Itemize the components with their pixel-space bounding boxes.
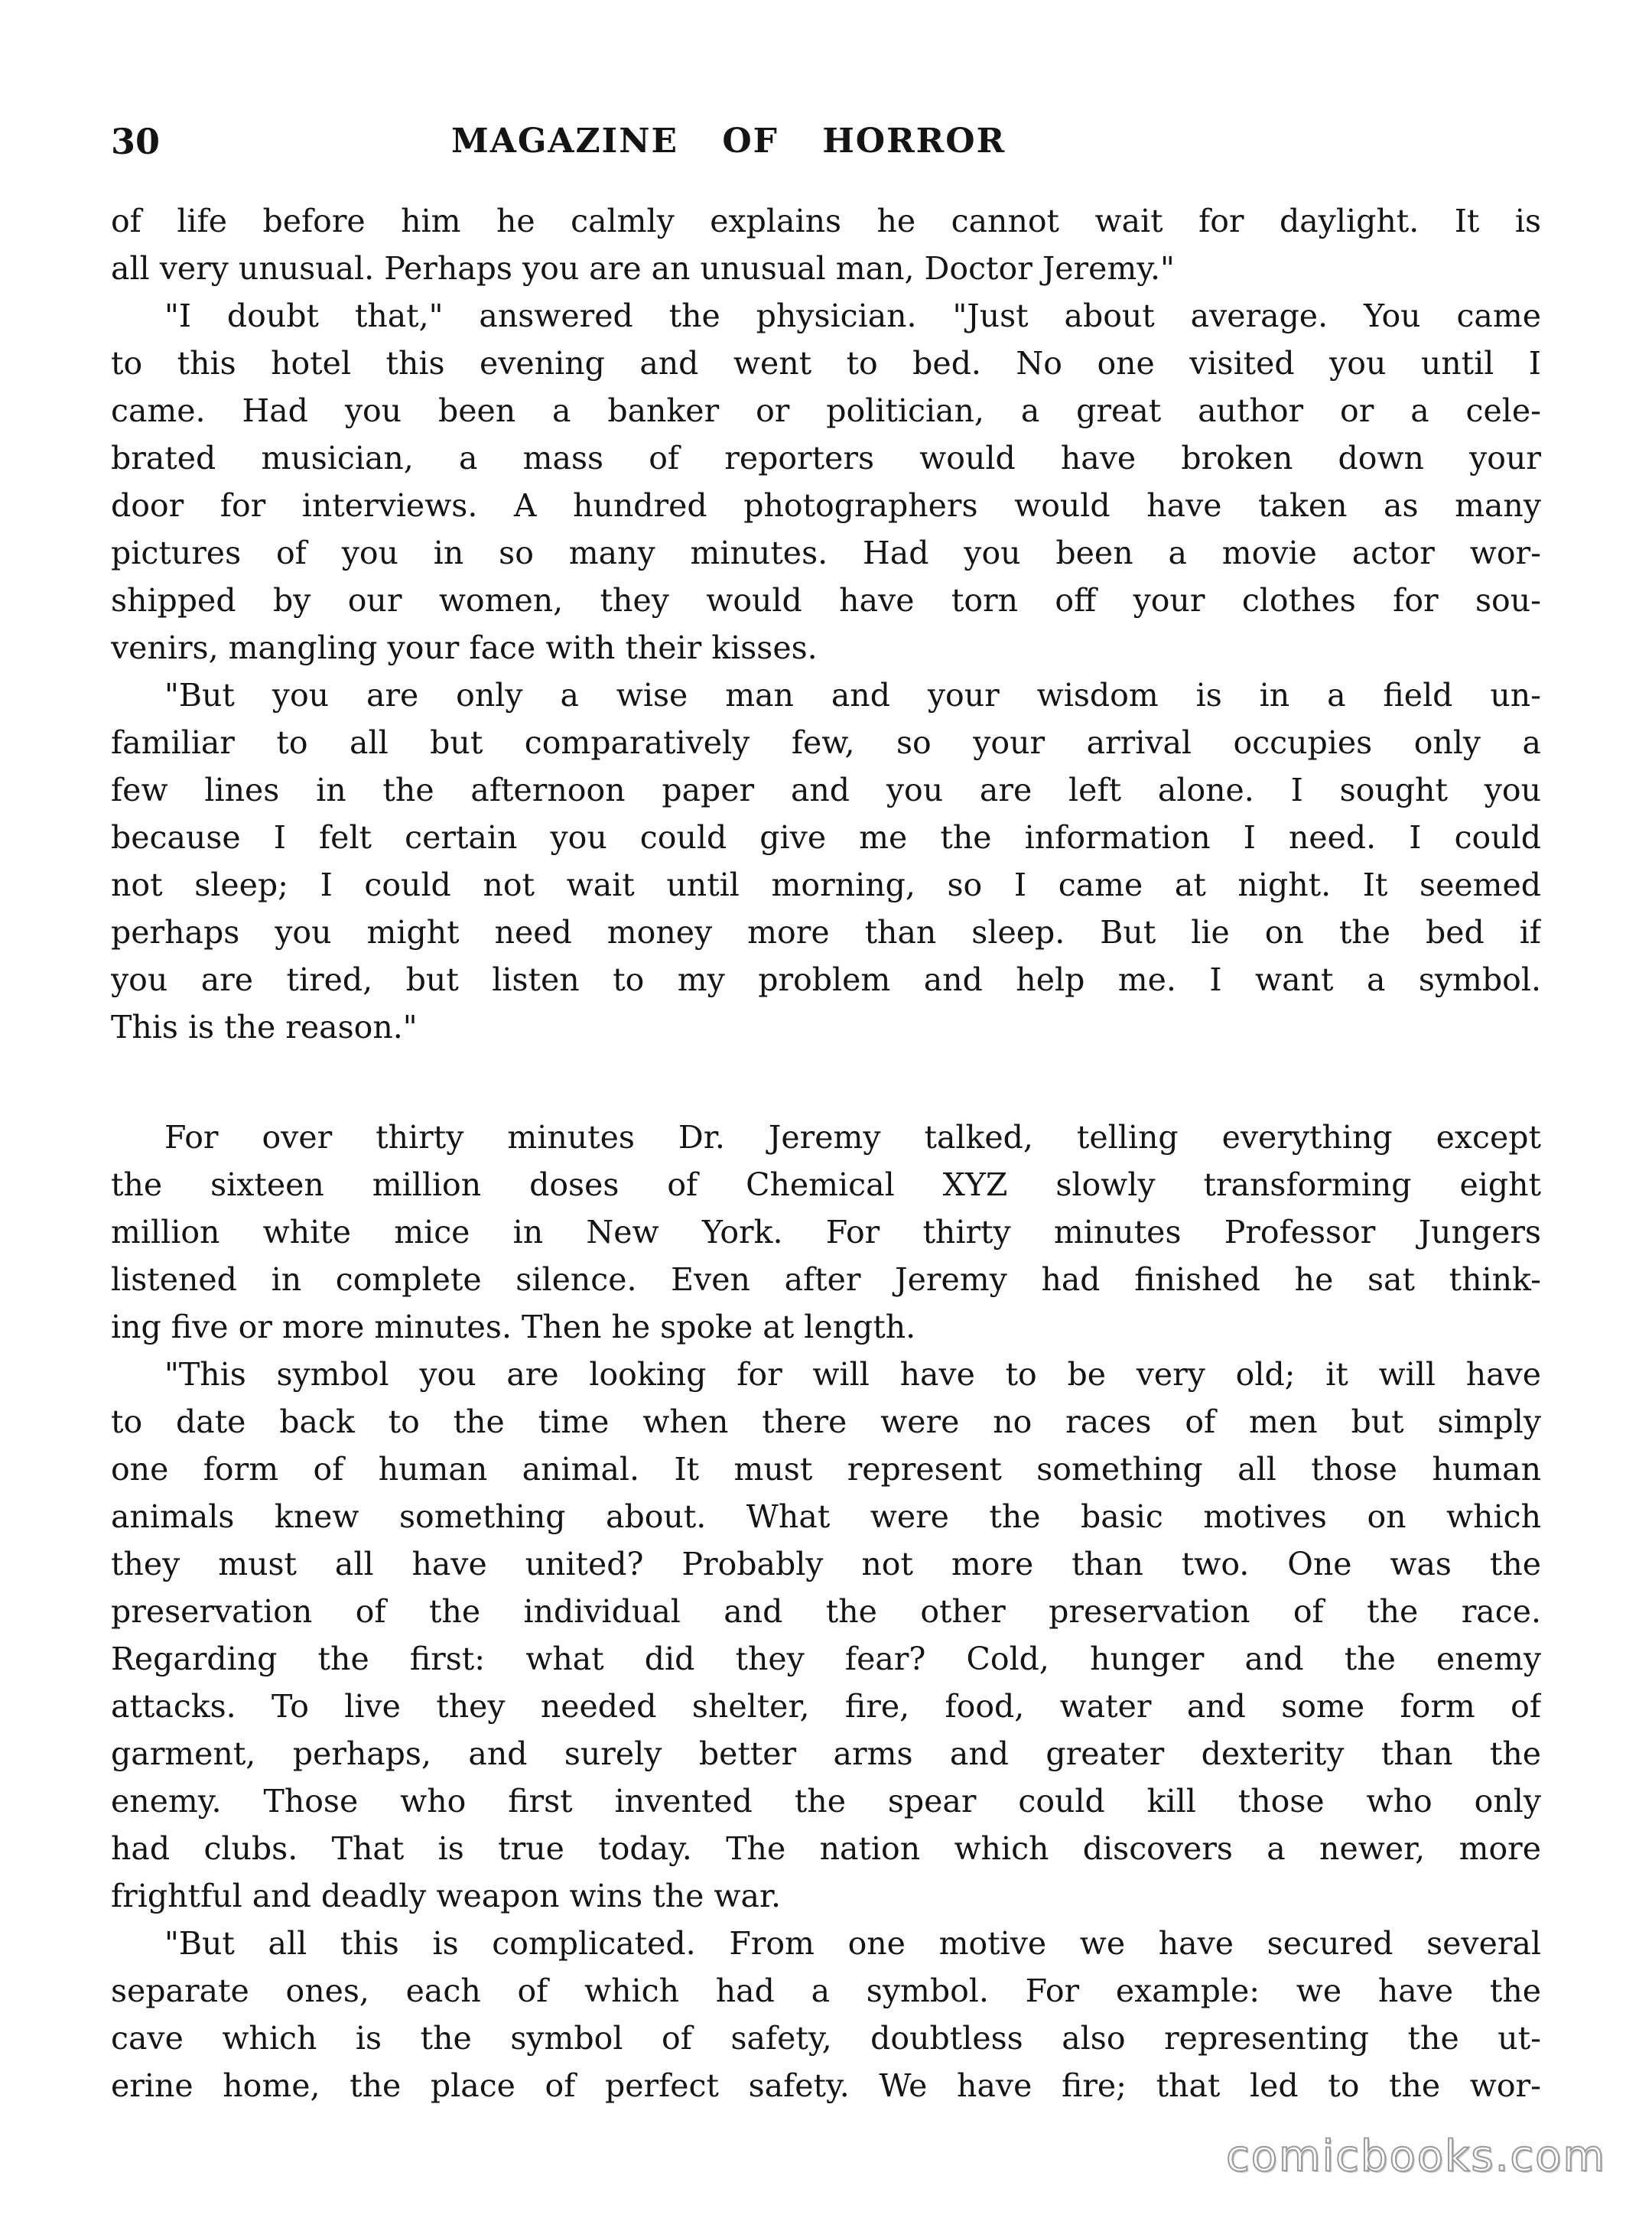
text-line: venirs, mangling your face with their kisses. — [111, 629, 818, 666]
text-line: because I felt certain you could give me the information I need. I could — [111, 819, 1541, 856]
text-line: of life before him he calmly explains he cannot wait for daylight. It is — [111, 203, 1541, 239]
text-line: cave which is the symbol of safety, doubtless also representing the ut- — [111, 2020, 1541, 2057]
text-line: garment, perhaps, and surely better arms and greater dexterity than the — [111, 1735, 1541, 1772]
text-line: erine home, the place of perfect safety. We have fire; that led to the wor- — [111, 2067, 1541, 2104]
text-line: "I doubt that," answered the physician. "Just about average. You came — [164, 298, 1541, 334]
text-line: one form of human animal. It must represent something all those human — [111, 1451, 1541, 1488]
story-text — [111, 197, 1541, 2109]
site-watermark: comicbooks.com — [1225, 2132, 1606, 2181]
text-line: brated musician, a mass of reporters would have broken down your — [111, 440, 1541, 476]
text-line: few lines in the afternoon paper and you are left alone. I sought you — [111, 772, 1541, 808]
text-line: animals knew something about. What were the basic motives on which — [111, 1498, 1541, 1535]
text-line: not sleep; I could not wait until morning, so I came at night. It seemed — [111, 867, 1541, 903]
text-line: familiar to all but comparatively few, so your arrival occupies only a — [111, 724, 1541, 761]
text-line: frightful and deadly weapon wins the war. — [111, 1878, 782, 1914]
text-line: pictures of you in so many minutes. Had you been a movie actor wor- — [111, 535, 1541, 571]
text-line: you are tired, but listen to my problem and help me. I want a symbol. — [111, 961, 1541, 998]
text-line: all very unusual. Perhaps you are an unusual man, Doctor Jeremy." — [111, 250, 1175, 287]
text-line: listened in complete silence. Even after Jeremy had finished he sat think- — [111, 1261, 1541, 1298]
text-line: "But you are only a wise man and your wisdom is in a field un- — [164, 677, 1541, 714]
text-line: door for interviews. A hundred photographers would have taken as many — [111, 487, 1541, 524]
text-line: to date back to the time when there were no races of men but simply — [111, 1403, 1541, 1440]
text-line: This is the reason." — [111, 1009, 418, 1046]
text-line: shipped by our women, they would have torn off your clothes for sou- — [111, 582, 1541, 619]
text-line: "This symbol you are looking for will have to be very old; it will have — [164, 1356, 1541, 1393]
text-line: separate ones, each of which had a symbol. For example: we have the — [111, 1972, 1541, 2009]
text-line: attacks. To live they needed shelter, fire, food, water and some form of — [111, 1688, 1541, 1725]
text-line: enemy. Those who first invented the spear could kill those who only — [111, 1783, 1541, 1820]
text-line: For over thirty minutes Dr. Jeremy talked, telling everything except — [164, 1119, 1541, 1156]
text-line: preservation of the individual and the other preservation of the race. — [111, 1593, 1541, 1630]
section-break — [111, 1051, 1541, 1114]
text-line: the sixteen million doses of Chemical XYZ slowly transforming eight — [111, 1166, 1541, 1203]
text-line: "But all this is complicated. From one motive we have secured several — [164, 1925, 1541, 1962]
text-line: Regarding the first: what did they fear? Cold, hunger and the enemy — [111, 1641, 1541, 1677]
text-line: they must all have united? Probably not more than two. One was the — [111, 1546, 1541, 1582]
text-line: had clubs. That is true today. The nation which discovers a newer, more — [111, 1830, 1541, 1867]
text-line: to this hotel this evening and went to bed. No one visited you until I — [111, 345, 1541, 382]
text-line: ing five or more minutes. Then he spoke at length. — [111, 1309, 916, 1345]
text-line: came. Had you been a banker or politician, a great author or a cele- — [111, 392, 1541, 429]
magazine-title: MAGAZINE OF HORROR — [451, 122, 1006, 161]
running-head — [111, 115, 1541, 168]
page-number: 30 — [111, 121, 161, 162]
text-line: million white mice in New York. For thirty minutes Professor Jungers — [111, 1214, 1541, 1250]
text-line: perhaps you might need money more than sleep. But lie on the bed if — [111, 914, 1541, 951]
